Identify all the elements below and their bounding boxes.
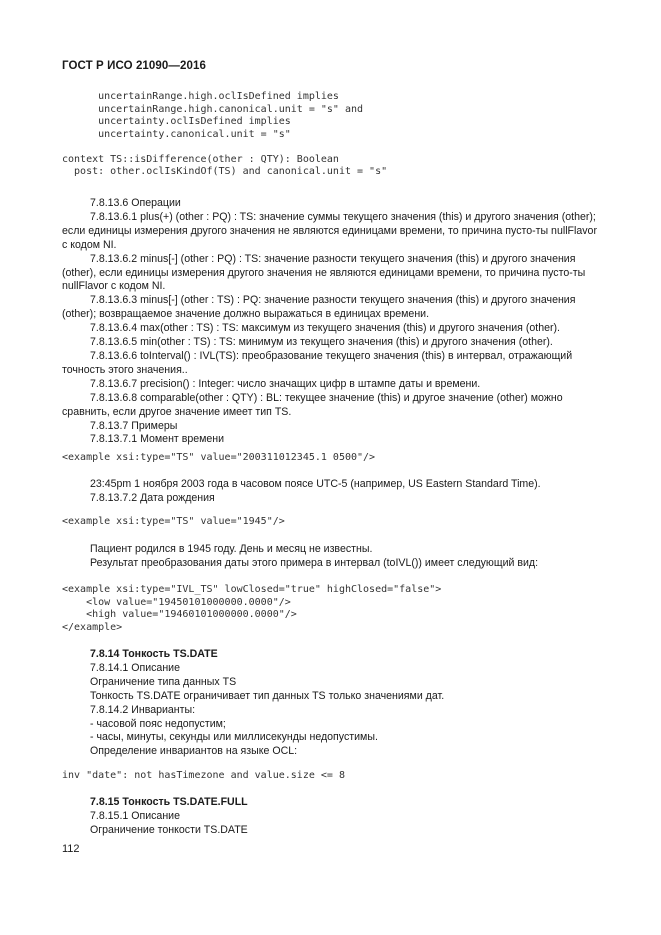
code-example-birthdate: <example xsi:type="TS" value="1945"/> — [62, 516, 285, 527]
heading-examples: 7.8.13.7 Примеры — [90, 419, 178, 432]
operation-precision: 7.8.13.6.7 precision() : Integer: число значащих цифр в штампе даты и времени. — [90, 377, 481, 390]
operation-min: 7.8.13.6.5 min(other : TS) : TS: минимум из текущего значения (this) и другого значения (other). — [90, 336, 553, 349]
operation-minus-ts: 7.8.13.6.3 minus[-] (other : TS) : PQ: значение разности текущего значения (this) и другого значения (other); возвращаемое значение должно выражаться в единицах времени. — [62, 294, 576, 321]
heading-example-1: 7.8.13.7.1 Момент времени — [90, 433, 225, 446]
code-example-timestamp: <example xsi:type="TS" value="200311012345.1 0500"/> — [62, 452, 376, 463]
example-2-block — [62, 543, 602, 571]
code-example-interval: <example xsi:type="IVL_TS" lowClosed="true" highClosed="false"> <low value="19450101000000.0000"/> <high value="19460101000000.0000"/> </example> — [62, 584, 442, 633]
invariant-item: - часы, минуты, секунды или миллисекунды недопустимы. — [90, 731, 378, 744]
example-2-text-1: Пациент родился в 1945 году. День и месяц не известны. — [90, 543, 373, 555]
example-1-block — [62, 478, 602, 506]
operation-plus: 7.8.13.6.1 plus(+) (other : PQ) : TS: значение суммы текущего значения (this) и другого значения (other); если единицы измерения другого значения не являются единицами времени, то причина пусто-ты nullFlavor с кодом NI. — [62, 210, 597, 251]
operation-minus-pq: 7.8.13.6.2 minus[-] (other : PQ) : TS: значение разности текущего значения (this) и другого значения (other), если единицы измерения другого значения не являются единицами времени, то причина пусто-ты nullFlavor с кодом NI. — [62, 252, 586, 293]
example-1-text: 23:45pm 1 ноября 2003 года в часовом поясе UTC-5 (например, US Eastern Standard Time). — [90, 478, 541, 490]
section-ts-date-full — [62, 796, 602, 838]
invariant-item: - часовой пояс недопустим; — [90, 717, 226, 730]
ts-date-full-restriction: Ограничение тонкости TS.DATE — [90, 823, 248, 836]
code-invariant: inv "date": not hasTimezone and value.size <= 8 — [62, 770, 345, 781]
heading-ts-date-invariants: 7.8.14.2 Инварианты: — [90, 703, 196, 716]
example-2-text-2: Результат преобразования даты этого примера в интервал (toIVL()) имеет следующий вид: — [90, 556, 539, 569]
section-operations — [62, 197, 602, 447]
heading-operations: 7.8.13.6 Операции — [90, 197, 181, 209]
operation-to-interval: 7.8.13.6.6 toInterval() : IVL(TS): преобразование текущего значения (this) в интервал, отражающий точность этого значения.. — [62, 349, 573, 376]
heading-ts-date-description: 7.8.14.1 Описание — [90, 661, 180, 674]
page-number: 112 — [62, 843, 80, 855]
heading-ts-date-full: 7.8.15 Тонкость TS.DATE.FULL — [90, 796, 248, 808]
operation-max: 7.8.13.6.4 max(other : TS) : TS: максимум из текущего значения (this) и другого значения (other). — [90, 322, 560, 335]
ocl-definition-text: Определение инвариантов на языке OCL: — [90, 745, 298, 758]
heading-ts-date: 7.8.14 Тонкость TS.DATE — [90, 648, 218, 660]
code-block-ocl: uncertainRange.high.oclIsDefined implies uncertainRange.high.canonical.unit = "s" and uncertainty.oclIsDefined implies uncertainty.canonical.unit = "s" context TS::isDifference(other : QTY): Boolean post: other.oclIsKindOf(TS) and canonical.unit = "s" — [62, 91, 388, 177]
heading-ts-date-full-description: 7.8.15.1 Описание — [90, 809, 180, 822]
section-ts-date — [62, 648, 602, 759]
ts-date-restriction: Ограничение типа данных TS — [90, 675, 237, 688]
page-header: ГОСТ Р ИСО 21090—2016 — [62, 60, 207, 72]
operation-comparable: 7.8.13.6.8 comparable(other : QTY) : BL: текущее значение (this) и другое значение (other) можно сравнить, если другое значение имеет тип TS. — [62, 391, 563, 418]
heading-example-2: 7.8.13.7.2 Дата рождения — [90, 491, 215, 504]
ts-date-description-text: Тонкость TS.DATE ограничивает тип данных TS только значениями дат. — [90, 689, 445, 702]
